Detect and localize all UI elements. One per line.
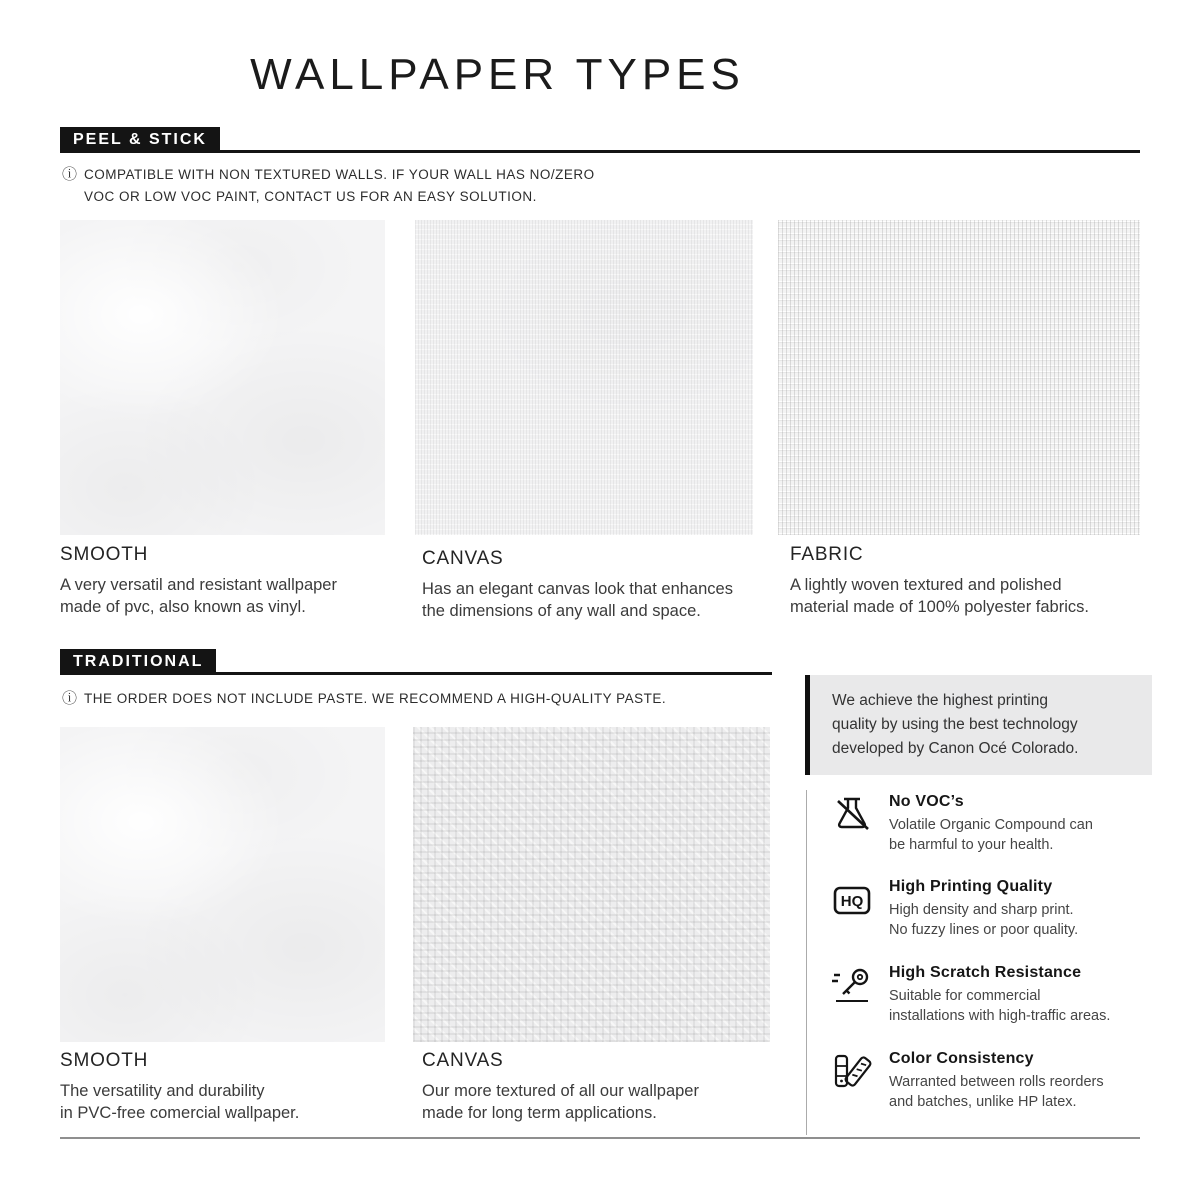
feature-no-voc xyxy=(830,793,1165,856)
caption-peel-smooth xyxy=(60,544,390,619)
feature-description: High density and sharp print. No fuzzy lines or poor quality. xyxy=(889,902,1079,939)
swatch-peel-smooth xyxy=(60,220,385,535)
feature-text xyxy=(889,1050,1104,1113)
caption-traditional-canvas xyxy=(422,1050,772,1125)
hq-badge-icon xyxy=(830,878,874,922)
svg-text:HQ: HQ xyxy=(840,893,864,910)
swatch-description: Has an elegant canvas look that enhances the dimensions of any wall and space. xyxy=(422,580,733,621)
swatch-peel-fabric xyxy=(778,220,1140,535)
bottom-divider-line xyxy=(60,1137,1140,1139)
feature-text xyxy=(889,964,1110,1027)
feature-description: Warranted between rolls reorders and batches, unlike HP latex. xyxy=(889,1074,1104,1111)
swatch-description: Our more textured of all our wallpaper made for long term applications. xyxy=(422,1082,699,1123)
page-title: WALLPAPER TYPES xyxy=(250,50,745,99)
section-label-text: PEEL & STICK xyxy=(73,131,207,148)
peel-stick-note xyxy=(62,164,595,207)
feature-description: Volatile Organic Compound can be harmful to your health. xyxy=(889,817,1093,854)
feature-title: High Printing Quality xyxy=(889,878,1053,895)
swatch-description: A very versatil and resistant wallpaper made of pvc, also known as vinyl. xyxy=(60,576,337,617)
swatch-description: The versatility and durability in PVC-free comercial wallpaper. xyxy=(60,1082,300,1123)
swatch-name: SMOOTH xyxy=(60,1050,149,1071)
info-icon: ⓘ xyxy=(62,166,78,183)
swatch-name: CANVAS xyxy=(422,548,504,569)
feature-description: Suitable for commercial installations with high-traffic areas. xyxy=(889,988,1111,1025)
scratch-key-icon xyxy=(830,964,874,1008)
no-voc-flask-icon xyxy=(830,793,874,837)
swatch-peel-canvas xyxy=(415,220,753,535)
caption-peel-canvas xyxy=(422,548,767,623)
section-label-traditional xyxy=(60,649,216,675)
traditional-note-text: THE ORDER DOES NOT INCLUDE PASTE. WE RECOMMEND A HIGH-QUALITY PASTE. xyxy=(84,691,667,706)
feature-high-printing-quality xyxy=(830,878,1165,941)
printing-quality-quote: We achieve the highest printing quality by using the best technology developed by Canon Océ Colorado. xyxy=(805,675,1152,775)
feature-text xyxy=(889,878,1078,941)
feature-color-consistency xyxy=(830,1050,1165,1113)
swatch-name: FABRIC xyxy=(790,544,864,565)
swatch-description: A lightly woven textured and polished material made of 100% polyester fabrics. xyxy=(790,576,1089,617)
features-divider-line xyxy=(806,790,807,1135)
traditional-note xyxy=(62,688,666,710)
feature-text xyxy=(889,793,1093,856)
feature-title: High Scratch Resistance xyxy=(889,964,1082,981)
section-label-text: TRADITIONAL xyxy=(73,653,204,670)
feature-title: Color Consistency xyxy=(889,1050,1034,1067)
feature-title: No VOC’s xyxy=(889,793,964,810)
peel-stick-note-text: COMPATIBLE WITH NON TEXTURED WALLS. IF YOUR WALL HAS NO/ZERO VOC OR LOW VOC PAINT, CONTACT US FOR AN EASY SOLUTION. xyxy=(84,167,595,204)
swatch-traditional-canvas xyxy=(413,727,770,1042)
section-rule-peel-stick xyxy=(60,150,1140,153)
swatch-name: CANVAS xyxy=(422,1050,504,1071)
feature-high-scratch-resistance xyxy=(830,964,1165,1027)
color-swatches-icon xyxy=(830,1050,874,1094)
swatch-traditional-smooth xyxy=(60,727,385,1042)
swatch-name: SMOOTH xyxy=(60,544,149,565)
caption-peel-fabric xyxy=(790,544,1150,619)
section-label-peel-stick xyxy=(60,127,220,153)
info-icon: ⓘ xyxy=(62,690,78,707)
caption-traditional-smooth xyxy=(60,1050,390,1125)
